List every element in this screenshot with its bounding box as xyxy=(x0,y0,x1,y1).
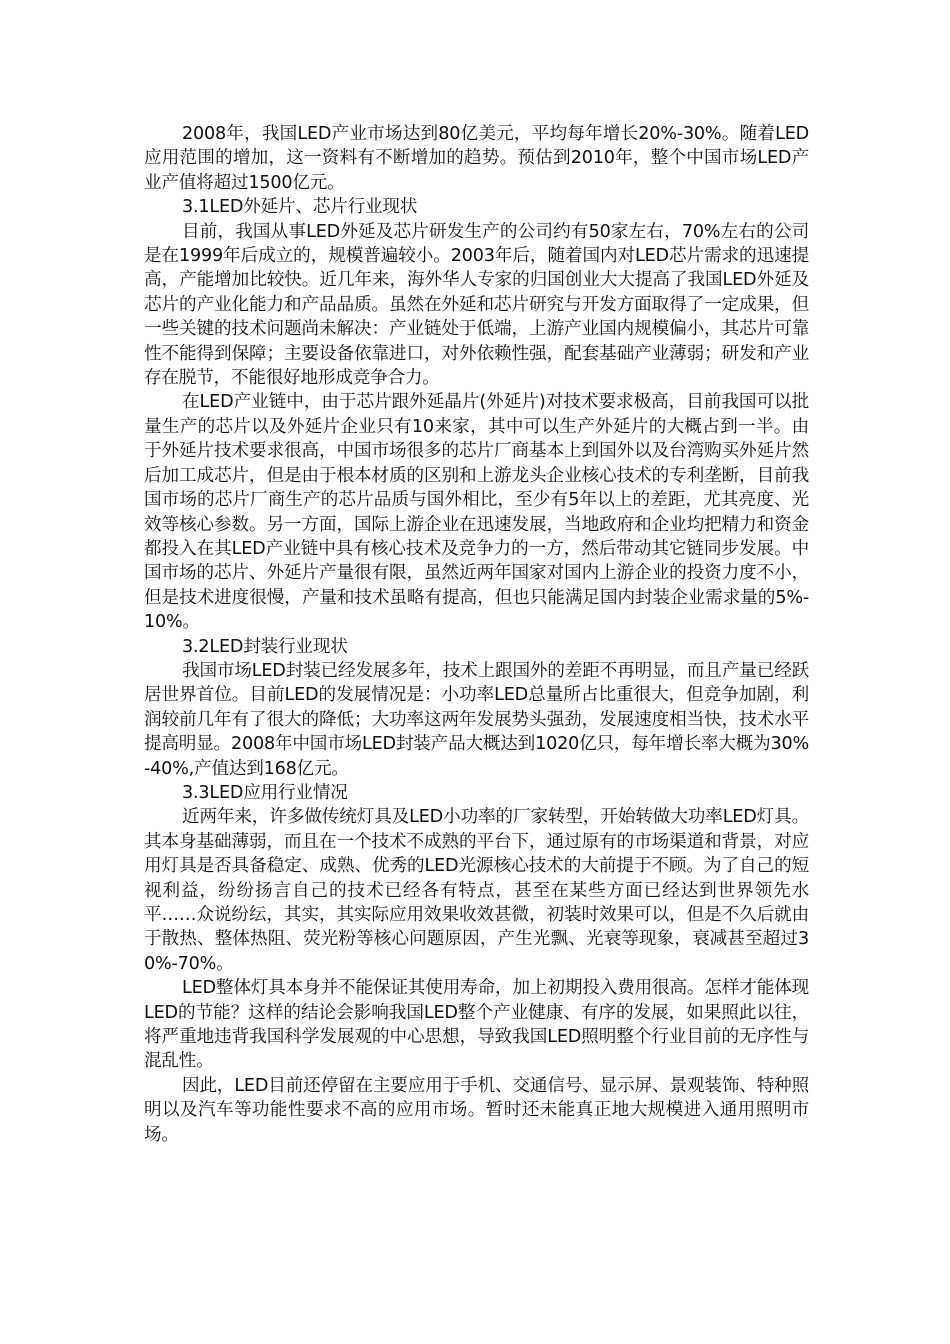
section-heading-3-2: 3.2LED封装行业现状 xyxy=(182,636,348,657)
paragraph-chip-supply-chain: 在LED产业链中，由于芯片跟外延晶片(外延片)对技术要求极高，目前我国可以批量生产的芯片以及外延片企业只有10来家，其中可以生产外延片的大概占到一半。由于外延片技术要求很高，中国市场很多的芯片厂商基本上到国外以及台湾购买外延片然后加工成芯片，但是由于根本材质的区别和上游龙头企业核心技术的专利垄断，目前我国市场的芯片厂商生产的芯片品质与国外相比，至少有5年以上的差距，尤其亮度、光效等核心参数。另一方面，国际上游企业在迅速发展，当地政府和企业均把精力和资金都投入在其LED产业链中具有核心技术及竞争力的一方，然后带动其它链同步发展。中国市场的芯片、外延片产量很有限，虽然近两年国家对国内上游企业的投资力度不小，但是技术进度很慢，产量和技术虽略有提高，但也只能满足国内封装企业需求量的5%-10%。 xyxy=(144,392,809,633)
paragraph-packaging-status: 我国市场LED封装已经发展多年，技术上跟国外的差距不再明显，而且产量已经跃居世界首位。目前LED的发展情况是：小功率LED总量所占比重很大，但竞争加剧，利润较前几年有了很大的降低；大功率这两年发展势头强劲，发展速度相当快，技术水平提高明显。2008年中国市场LED封装产品大概达到1020亿只，每年增长率大概为30%-40%,产值达到168亿元。 xyxy=(144,660,809,779)
paragraph-application-status: 近两年来，许多做传统灯具及LED小功率的厂家转型，开始转做大功率LED灯具。其本身基础薄弱，而且在一个技术不成熟的平台下，通过原有的市场渠道和背景，对应用灯具是否具备稳定、成熟、优秀的LED光源核心技术的大前提于不顾。为了自己的短视利益，纷纷扬言自己的技术已经各有特点，甚至在某些方面已经达到世界领先水平……众说纷纭，其实，其实际应用效果收效甚微，初装时效果可以，但是不久后就由于散热、整体热阻、荧光粉等核心问题原因，产生光飘、光衰等现象，衰减甚至超过30%-70%。 xyxy=(144,807,809,974)
section-heading-3-1: 3.1LED外延片、芯片行业现状 xyxy=(182,197,418,218)
paragraph-conclusion: 因此，LED目前还停留在主要应用于手机、交通信号、显示屏、景观装饰、特种照明以及汽车等功能性要求不高的应用市场。暂时还未能真正地大规模进入通用照明市场。 xyxy=(144,1075,809,1145)
paragraph-epitaxy-status: 目前，我国从事LED外延及芯片研发生产的公司约有50家左右，70%左右的公司是在1999年后成立的，规模普遍较小。2003年后，随着国内对LED芯片需求的迅速提高，产能增加比较快。近几年来，海外华人专家的归国创业大大提高了我国LED外延及芯片的产业化能力和产品品质。虽然在外延和芯片研究与开发方面取得了一定成果，但一些关键的技术问题尚未解决：产业链处于低端，上游产业国内规模偏小，其芯片可靠性不能得到保障；主要设备依靠进口，对外依赖性强，配套基础产业薄弱；研发和产业存在脱节，不能很好地形成竞争合力。 xyxy=(144,221,809,389)
document-body xyxy=(144,122,809,1147)
paragraph-lifetime-concern: LED整体灯具本身并不能保证其使用寿命，加上初期投入费用很高。怎样才能体现LED的节能？这样的结论会影响我国LED整个产业健康、有序的发展，如果照此以往，将严重地违背我国科学发展观的中心思想，导致我国LED照明整个行业目前的无序性与混乱性。 xyxy=(144,978,809,1072)
section-heading-3-3: 3.3LED应用行业情况 xyxy=(182,782,348,803)
paragraph-market-overview: 2008年，我国LED产业市场达到80亿美元，平均每年增长20%-30%。随着LED应用范围的增加，这一资料有不断增加的趋势。预估到2010年，整个中国市场LED产业产值将超过1500亿元。 xyxy=(144,124,809,193)
